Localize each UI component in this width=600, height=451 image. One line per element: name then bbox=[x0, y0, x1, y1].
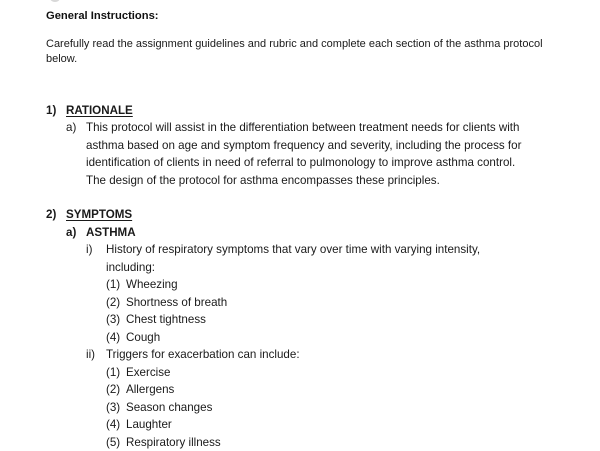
list-item-marker: (2) bbox=[106, 381, 120, 399]
list-item-marker: (1) bbox=[106, 364, 120, 382]
list-item-trigger: Laughter bbox=[126, 416, 172, 434]
list-item-trigger: Season changes bbox=[126, 399, 212, 417]
list-item-trigger: Allergens bbox=[126, 381, 174, 399]
list-item-marker: (2) bbox=[106, 294, 120, 312]
item-marker: a) bbox=[66, 119, 76, 137]
general-instructions-heading: General Instructions: bbox=[46, 10, 159, 22]
list-item-marker: (5) bbox=[106, 434, 120, 451]
triggers-line: Triggers for exacerbation can include: bbox=[106, 346, 300, 364]
list-item-marker: (4) bbox=[106, 329, 120, 347]
symptoms-history-line: including: bbox=[106, 259, 155, 277]
rationale-line: identification of clients in need of referral to pulmonology to improve asthma control. bbox=[86, 154, 515, 172]
item-marker: ii) bbox=[86, 346, 95, 364]
list-item-symptom: Chest tightness bbox=[126, 311, 206, 329]
clipped-glyph bbox=[50, 0, 60, 2]
section-number: 1) bbox=[46, 102, 56, 120]
rationale-line: asthma based on age and symptom frequency and severity, including the process for bbox=[86, 137, 521, 155]
section-number: 2) bbox=[46, 206, 56, 224]
list-item-trigger: Respiratory illness bbox=[126, 434, 221, 451]
list-item-symptom: Shortness of breath bbox=[126, 294, 227, 312]
list-item-symptom: Wheezing bbox=[126, 276, 178, 294]
subsection-title-asthma: ASTHMA bbox=[86, 224, 136, 242]
section-title-symptoms: SYMPTOMS bbox=[66, 206, 132, 224]
list-item-symptom: Cough bbox=[126, 329, 160, 347]
rationale-line: The design of the protocol for asthma encompasses these principles. bbox=[86, 172, 440, 190]
list-item-trigger: Exercise bbox=[126, 364, 170, 382]
subsection-marker: a) bbox=[66, 224, 76, 242]
symptoms-history-line: History of respiratory symptoms that vary over time with varying intensity, bbox=[106, 241, 480, 259]
rationale-line: This protocol will assist in the differentiation between treatment needs for clients with bbox=[86, 119, 519, 137]
item-marker: i) bbox=[86, 241, 92, 259]
list-item-marker: (3) bbox=[106, 399, 120, 417]
list-item-marker: (4) bbox=[106, 416, 120, 434]
section-title-rationale: RATIONALE bbox=[66, 102, 133, 120]
intro-paragraph: Carefully read the assignment guidelines and rubric and complete each section of the asthma protocol below. bbox=[46, 37, 566, 67]
list-item-marker: (1) bbox=[106, 276, 120, 294]
list-item-marker: (3) bbox=[106, 311, 120, 329]
